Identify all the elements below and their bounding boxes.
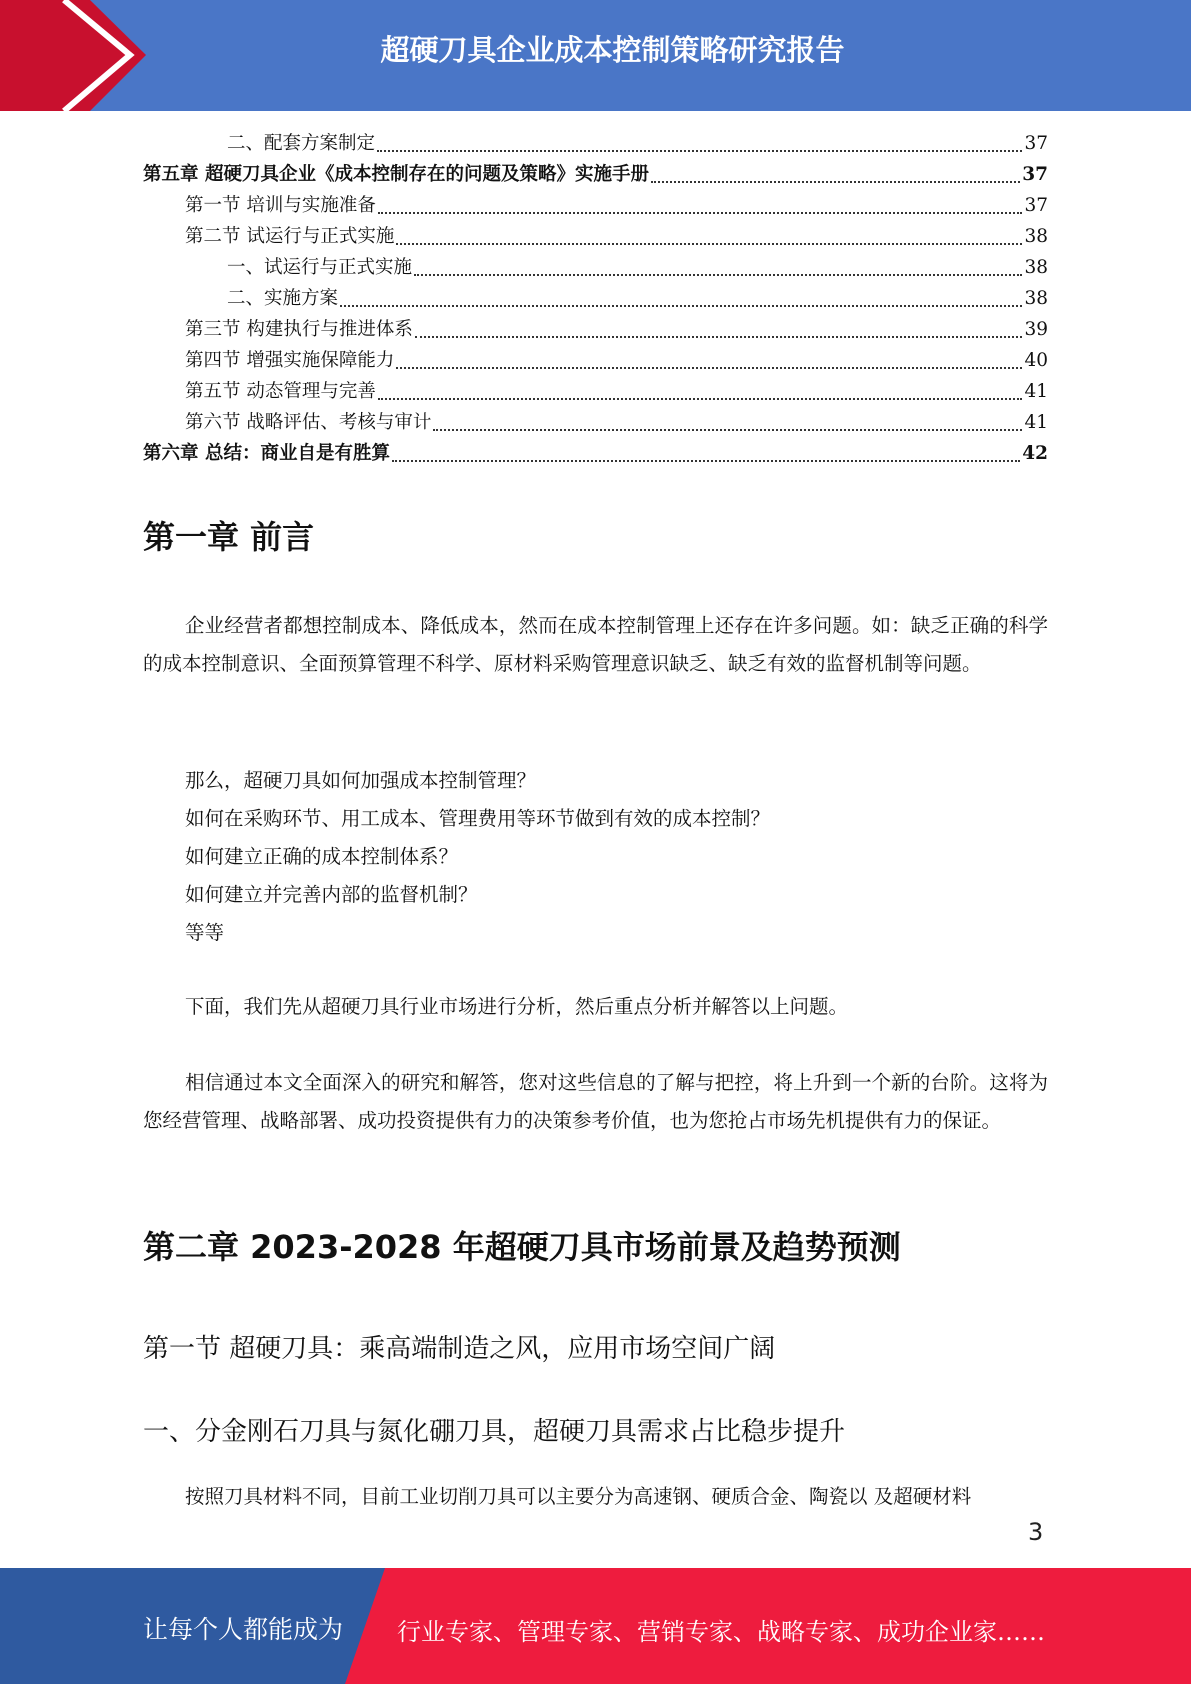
- toc-entry-label: 第六章 总结：商业自是有胜算: [143, 443, 390, 464]
- toc-entry[interactable]: [143, 253, 1048, 284]
- toc-entry-label: 第四节 增强实施保障能力: [185, 350, 395, 371]
- chapter2-heading: 第二章 2023-2028 年超硬刀具市场前景及趋势预测: [143, 1228, 901, 1266]
- toc-entry[interactable]: [143, 315, 1048, 346]
- footer-slogan-right: 行业专家、管理专家、营销专家、战略专家、成功企业家……: [397, 1618, 1045, 1646]
- toc-entry-label: 第五章 超硬刀具企业《成本控制存在的问题及策略》实施手册: [143, 164, 649, 185]
- toc-entry[interactable]: [143, 222, 1048, 253]
- question-line: 那么，超硬刀具如何加强成本控制管理？: [185, 769, 537, 792]
- question-line: 如何建立正确的成本控制体系？: [185, 845, 459, 868]
- toc-entry[interactable]: [143, 129, 1048, 160]
- toc-entry-page: 42: [1022, 443, 1048, 464]
- report-title: 超硬刀具企业成本控制策略研究报告: [380, 33, 845, 67]
- subsection-heading: 一、分金刚石刀具与氮化硼刀具，超硬刀具需求占比稳步提升: [143, 1417, 846, 1447]
- toc-entry-label: 二、配套方案制定: [227, 133, 376, 154]
- toc-entry-label: 一、试运行与正式实施: [227, 257, 413, 278]
- toc-entry-page: 39: [1024, 319, 1048, 340]
- toc-leader-dots: [378, 397, 1023, 400]
- question-line: 如何建立并完善内部的监督机制？: [185, 883, 478, 906]
- toc-entry[interactable]: [143, 346, 1048, 377]
- chapter2-paragraph-1: 按照刀具材料不同，目前工业切削刀具可以主要分为高速钢、硬质合金、陶瓷以 及超硬材料: [185, 1485, 972, 1508]
- toc-entry-label: 第六节 战略评估、考核与审计: [185, 412, 432, 433]
- question-line: 等等: [185, 921, 225, 944]
- section-heading: 第一节 超硬刀具：乘高端制造之风，应用市场空间广阔: [143, 1334, 776, 1364]
- toc-entry-page: 38: [1024, 257, 1048, 278]
- toc-entry[interactable]: [143, 160, 1048, 191]
- toc-entry[interactable]: [143, 284, 1048, 315]
- page-number: 3: [1028, 1518, 1044, 1546]
- toc-leader-dots: [378, 211, 1023, 214]
- toc-entry-page: 41: [1024, 381, 1048, 402]
- toc-entry-page: 37: [1024, 133, 1048, 154]
- toc-leader-dots: [340, 304, 1022, 307]
- toc-entry[interactable]: [143, 408, 1048, 439]
- chapter1-heading: 第一章 前言: [143, 518, 315, 556]
- question-line: 如何在采购环节、用工成本、管理费用等环节做到有效的成本控制？: [185, 807, 771, 830]
- toc-entry-page: 37: [1022, 164, 1048, 185]
- toc-entry-page: 40: [1024, 350, 1048, 371]
- toc-leader-dots: [433, 428, 1022, 431]
- toc-leader-dots: [392, 459, 1020, 462]
- toc-leader-dots: [414, 273, 1022, 276]
- toc-entry-page: 38: [1024, 226, 1048, 247]
- toc-leader-dots: [396, 242, 1022, 245]
- toc-entry-page: 38: [1024, 288, 1048, 309]
- chapter1-paragraph-2: 下面，我们先从超硬刀具行业市场进行分析，然后重点分析并解答以上问题。: [185, 995, 849, 1018]
- toc-leader-dots: [651, 180, 1020, 183]
- footer-slogan-left: 让每个人都能成为: [143, 1615, 344, 1644]
- toc-entry-page: 41: [1024, 412, 1048, 433]
- toc-entry-label: 第二节 试运行与正式实施: [185, 226, 395, 247]
- toc-entry-label: 二、实施方案: [227, 288, 339, 309]
- toc-leader-dots: [396, 366, 1022, 369]
- toc-entry[interactable]: [143, 377, 1048, 408]
- toc-entry[interactable]: [143, 191, 1048, 222]
- chapter1-paragraph-3: 相信通过本文全面深入的研究和解答，您对这些信息的了解与把控，将上升到一个新的台阶。这将为您经营管理、战略部署、成功投资提供有力的决策参考价值，也为您抢占市场先机提供有力的保证。: [143, 1071, 1048, 1132]
- chapter1-paragraph-1: 企业经营者都想控制成本、降低成本，然而在成本控制管理上还存在许多问题。如：缺乏正确的科学的成本控制意识、全面预算管理不科学、原材料采购管理意识缺乏、缺乏有效的监督机制等问题。: [143, 614, 1048, 675]
- toc-leader-dots: [415, 335, 1023, 338]
- toc-entry-page: 37: [1024, 195, 1048, 216]
- toc-entry[interactable]: [143, 439, 1048, 470]
- toc-entry-label: 第一节 培训与实施准备: [185, 195, 376, 216]
- toc-leader-dots: [377, 149, 1022, 152]
- toc-entry-label: 第三节 构建执行与推进体系: [185, 319, 413, 340]
- toc-entry-label: 第五节 动态管理与完善: [185, 381, 376, 402]
